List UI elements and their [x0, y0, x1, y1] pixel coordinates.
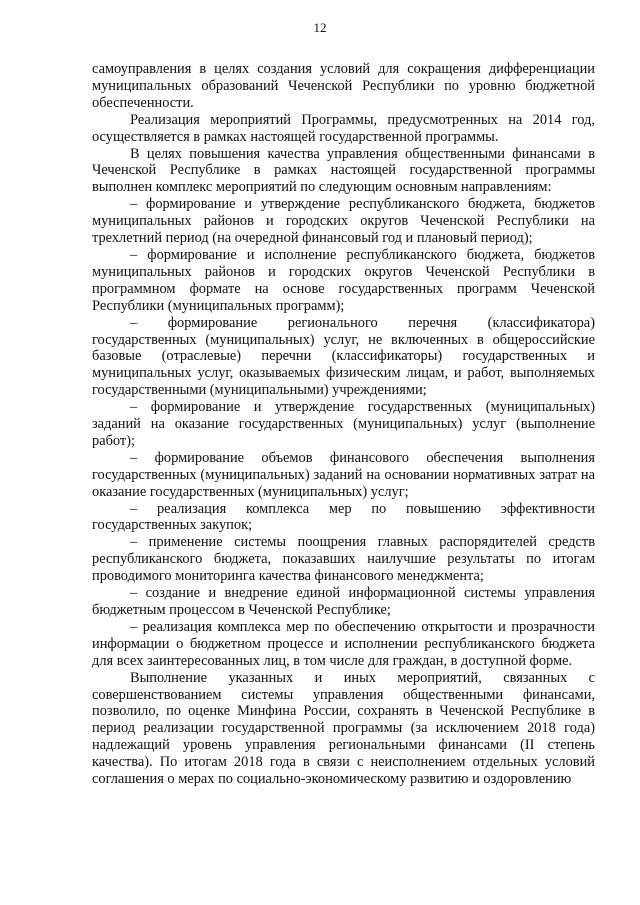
paragraph-continuation: самоуправления в целях создания условий для сокращения дифференциации муниципальных образований Чеченской Республики по уровню бюджетной обеспеченности.	[92, 61, 595, 111]
paragraph-results: Выполнение указанных и иных мероприятий, связанных с совершенствованием системы управления общественными финансами, позволило, по оценке Минфина России, сохранять в Чеченской Республике в период реализации государственной программы (за исключением 2018 года) надлежащий уровень управления региональными финансами (II степень качества). По итогам 2018 года в связи с неисполнением отдельных условий соглашения о мерах по социально-экономическому развитию и оздоровлению	[92, 669, 595, 788]
list-item-financial-support: – формирование объемов финансового обеспечения выполнения государственных (муниципальных) заданий на основании нормативных затрат на оказание государственных (муниципальных) услуг;	[92, 449, 595, 500]
list-item-program-format: – формирование и исполнение республиканского бюджета, бюджетов муниципальных районов и городских округов Чеченской Республики в программном формате на основе государственных программ Чеченской Республики (муниципальных программ);	[92, 246, 595, 314]
page-number: 12	[313, 20, 327, 35]
paragraph-program-2014: Реализация мероприятий Программы, предусмотренных на 2014 год, осуществляется в рамках настоящей государственной программы.	[92, 111, 595, 145]
list-item-procurement: – реализация комплекса мер по повышению эффективности государственных закупок;	[92, 500, 595, 534]
paragraph-intro-measures: В целях повышения качества управления общественными финансами в Чеченской Республике в рамках настоящей государственной программы выполнен комплекс мероприятий по следующим основным направлениям:	[92, 145, 595, 196]
list-item-assignments: – формирование и утверждение государственных (муниципальных) заданий на оказание государственных (муниципальных) услуг (выполнение работ);	[92, 399, 595, 449]
document-body	[92, 61, 595, 788]
list-item-transparency: – реализация комплекса мер по обеспечению открытости и прозрачности информации о бюджетном процессе и исполнении республиканского бюджета для всех заинтересованных лиц, в том числе для граждан, в доступной форме.	[92, 618, 595, 669]
list-item-incentives: – применение системы поощрения главных распорядителей средств республиканского бюджета, показавших наилучшие результаты по итогам проводимого мониторинга качества финансового менеджмента;	[92, 534, 595, 585]
list-item-budget-approval: – формирование и утверждение республиканского бюджета, бюджетов муниципальных районов и городских округов Чеченской Республики на трехлетний период (на очередной финансовый год и плановый период);	[92, 196, 595, 247]
list-item-regional-list: – формирование регионального перечня (классификатора) государственных (муниципальных) услуг, не включенных в общероссийские базовые (отраслевые) перечни (классификаторы) государственных и муниципальных услуг, оказываемых физическим лицам, и работ, выполняемых государственными (муниципальными) учреждениями;	[92, 314, 595, 399]
list-item-info-system: – создание и внедрение единой информационной системы управления бюджетным процессом в Чеченской Республике;	[92, 585, 595, 618]
